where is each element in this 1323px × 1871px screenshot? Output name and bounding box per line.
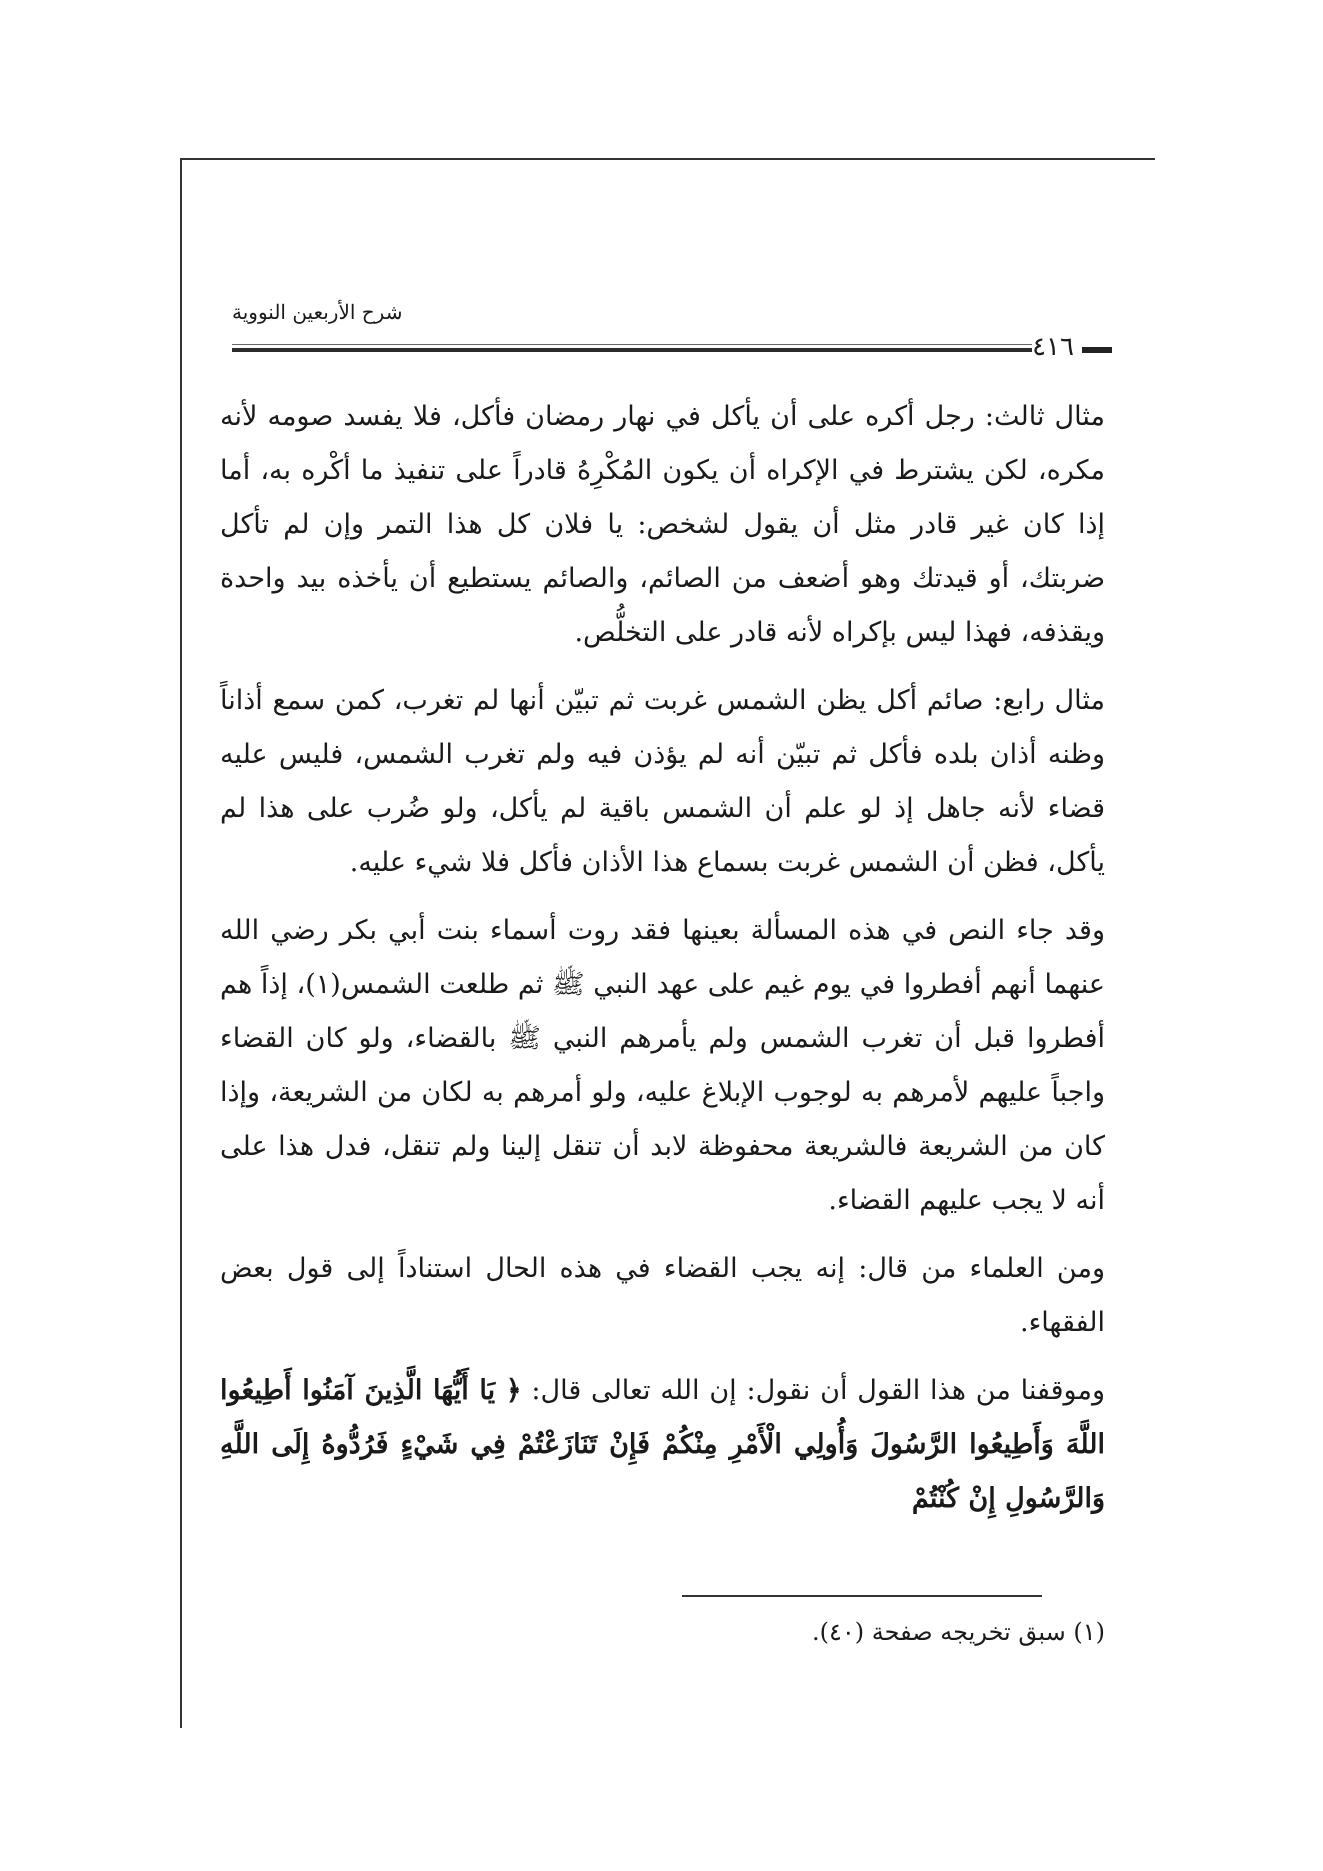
paragraph-our-position	[220, 1364, 1105, 1526]
page-header	[232, 300, 1112, 360]
paragraph-intro-text: وموقفنا من هذا القول أن نقول: إن الله تعالى قال:	[521, 1375, 1105, 1406]
page-frame-top-border	[180, 158, 1155, 160]
footnote: (١) سبق تخريجه صفحة (٤٠).	[812, 1618, 1105, 1646]
main-text	[220, 390, 1105, 1540]
page-number-mark	[1082, 347, 1112, 353]
footnote-separator	[682, 1595, 1042, 1597]
paragraph-example-three: مثال ثالث: رجل أكره على أن يأكل في نهار رمضان فأكل، فلا يفسد صومه لأنه مكره، لكن يشترط في الإكراه أن يكون المُكْرِهُ قادراً على تنفيذ ما أكْره به، أما إذا كان غير قادر مثل أن يقول لشخص: يا فلان كل هذا التمر وإن لم تأكل ضربتك، أو قيدتك وهو أضعف من الصائم، والصائم يستطيع أن يأخذه بيد واحدة ويقذفه، فهذا ليس بإكراه لأنه قادر على التخلُّص.	[220, 401, 1105, 648]
running-title: شرح الأربعين النووية	[232, 300, 403, 324]
quran-verse: ﴿ يَا أَيُّهَا الَّذِينَ آمَنُوا أَطِيعُوا اللَّهَ وَأَطِيعُوا الرَّسُولَ وَأُولِي الْأَمْرِ مِنْكُمْ فَإِنْ تَنَازَعْتُمْ فِي شَيْءٍ فَرُدُّوهُ إِلَى اللَّهِ وَالرَّسُولِ إِنْ كُنْتُمْ	[220, 1375, 1105, 1514]
page-frame-left-border	[180, 158, 182, 1728]
paragraph-example-four: مثال رابع: صائم أكل يظن الشمس غربت ثم تبيّن أنها لم تغرب، كمن سمع أذاناً وظنه أذان بلده فأكل ثم تبيّن أنه لم يؤذن فيه ولم تغرب الشمس، فليس عليه قضاء لأنه جاهل إذ لو علم أن الشمس باقية لم يأكل، ولو ضُرب على هذا لم يأكل، فظن أن الشمس غربت بسماع هذا الأذان فأكل فلا شيء عليه.	[220, 685, 1105, 878]
paragraph-scholars-opinion: ومن العلماء من قال: إنه يجب القضاء في هذه الحال استناداً إلى قول بعض الفقهاء.	[220, 1253, 1105, 1338]
header-rule-thin	[232, 344, 1032, 345]
header-rule-thick	[232, 348, 1032, 352]
page-number: ٤١٦	[1032, 332, 1074, 362]
paragraph-hadith-asma: وقد جاء النص في هذه المسألة بعينها فقد روت أسماء بنت أبي بكر رضي الله عنهما أنهم أفطروا في يوم غيم على عهد النبي ﷺ ثم طلعت الشمس(١)، إذاً هم أفطروا قبل أن تغرب الشمس ولم يأمرهم النبي ﷺ بالقضاء، ولو كان القضاء واجباً عليهم لأمرهم به لوجوب الإبلاغ عليه، ولو أمرهم به لكان من الشريعة، وإذا كان من الشريعة فالشريعة محفوظة لابد أن تنقل إلينا ولم تنقل، فدل هذا على أنه لا يجب عليهم القضاء.	[220, 915, 1105, 1216]
